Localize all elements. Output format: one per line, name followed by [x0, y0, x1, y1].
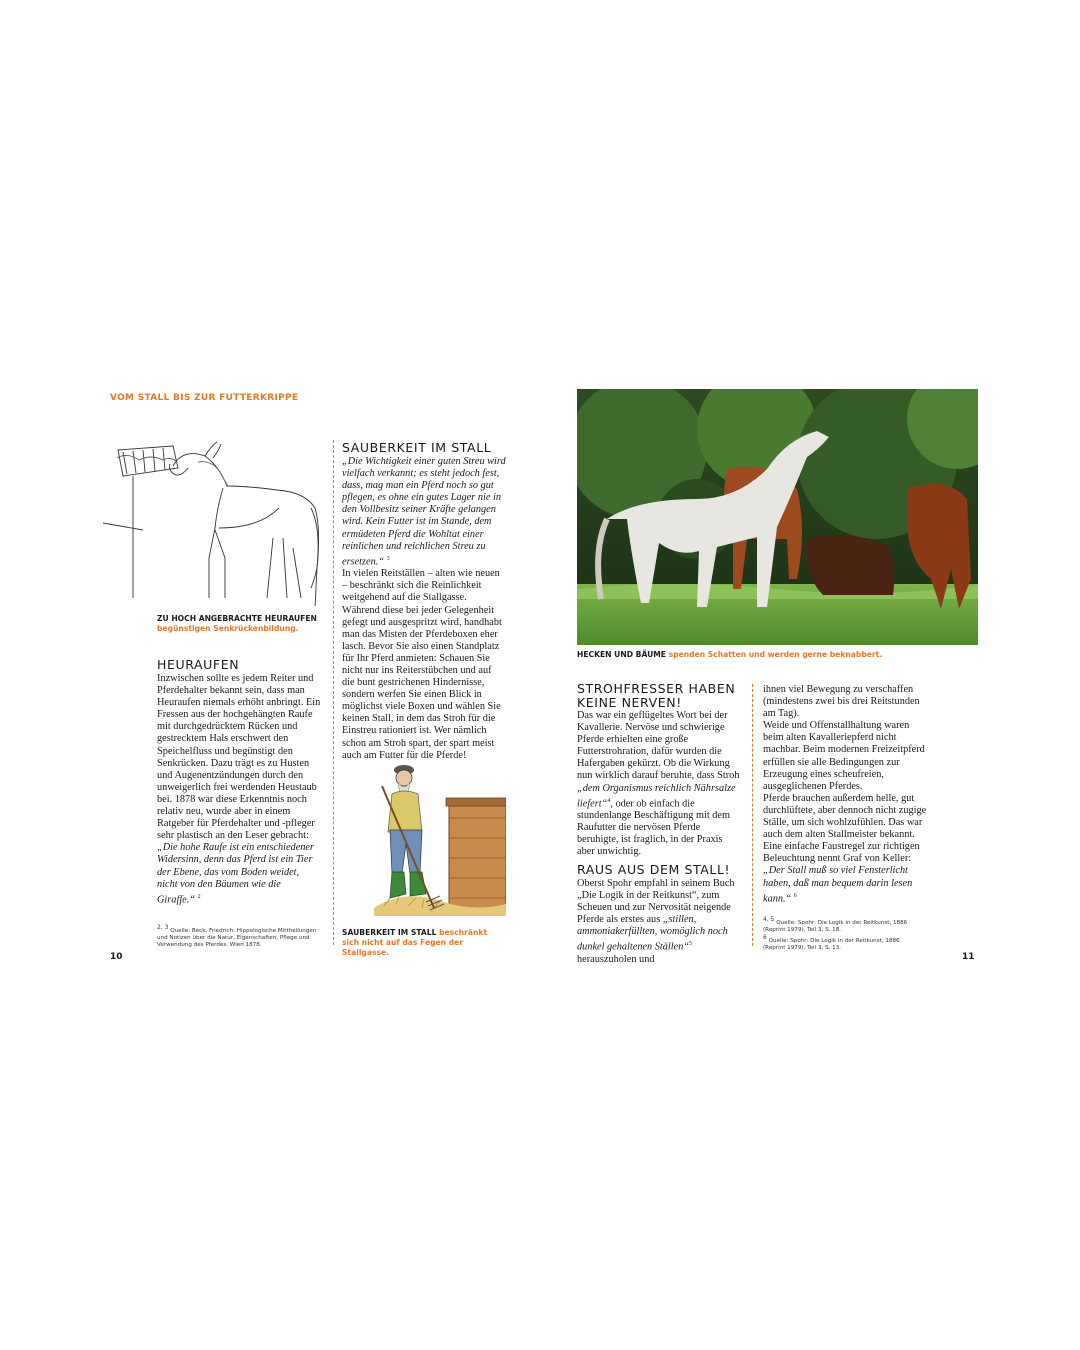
footnote-marks: 2, 3	[157, 924, 169, 931]
paragraph-sauberkeit: In vielen Reitställen – alten wie neuen – beschränkt sich die Reinlichkeit weitgehend auf die Stallgasse. Während diese bei jeder Gelegenheit gefegt und ausgespritzt wird, handhabt man das Misten der Pferdeboxen eher lasch. Bevor Sie also einen Standplatz für Ihr Pferd anmieten: Schauen Sie nicht nur ins Reiterstübchen und auf die bunt gestrichenen Hindernisse, sondern werfen Sie einen Blick in möglichst viele Boxen und wählen Sie keinen Stall, in dem das Stroh für die Einstreu rationiert ist. Wer nämlich schon am Stroh spart, der spart meist auch am Futter für die Pferde!	[342, 568, 502, 761]
quote-heuraufen: „Die hohe Raufe ist ein entschiedener Widersinn, denn das Pferd ist ein Tier der Ebene, das vom Boden weidet, nicht von den Bäumen wie die Giraffe.“	[157, 842, 314, 906]
heading-sauberkeit: SAUBERKEIT IM STALL	[342, 440, 492, 455]
paragraph-raus-b: herauszuholen und	[577, 953, 655, 965]
paragraph-strohfresser-b: , oder ob einfach die stundenlange Beschäftigung mit dem Raufutter die nervösen Pferde beruhigte, ist fraglich, in der Praxis aber unwichtig.	[577, 798, 730, 858]
footnote-text: Quelle: Spohr: Die Logik in der Reitkunst, 1886 (Reprint 1979), Teil 3, S. 18.	[763, 919, 908, 934]
paragraph-strohfresser-a: Das war ein geflügeltes Wort bei der Kavallerie. Nervöse und schwierige Pferde erhielten eine große Futterstrohration, dafür wurden die Hafergaben gekürzt. Ob die Wirkung nun wirklich darauf beruhte, dass Stroh	[577, 710, 740, 782]
footnote-ref: 6	[793, 892, 797, 899]
footnotes-right	[763, 916, 923, 953]
footnote-marks: 4, 5	[763, 916, 775, 923]
heading-raus: RAUS AUS DEM STALL!	[577, 862, 731, 877]
text-heuraufen	[157, 673, 321, 906]
caption-lead: SAUBERKEIT IM STALL	[342, 928, 437, 937]
illustration2-caption	[342, 928, 502, 958]
footnote-ref: 5	[689, 941, 693, 948]
quote-sauberkeit: „Die Wichtigkeit einer guten Streu wird vielfach verkannt; es steht jedoch fest, dass, mag man ein Pferd noch so gut pflegen, es ohne ein gutes Lager nie in den Vollbesitz seiner Kräfte gelangen wird. Kein Futter ist im Stande, dem ermüdeten Pferd die Wohltat einer reinlichen und reichlichen Streu zu ersetzen.“	[342, 456, 506, 568]
caption-rest: begünstigen Senkrückenbildung.	[157, 624, 299, 633]
text-column4	[763, 684, 927, 905]
quote-strohfresser: „dem Organismus reichlich Nährsalze liefert“	[577, 782, 736, 810]
caption-lead: ZU HOCH ANGEBRACHTE HEURAUFEN	[157, 614, 317, 623]
page-number-right: 11	[962, 952, 975, 962]
page-number-left: 10	[110, 952, 123, 962]
illustration1-caption	[157, 614, 327, 634]
quote-col4: „Der Stall muß so viel Fensterlicht haben, daß man bequem darin lesen kann.“	[763, 865, 913, 905]
heading-heuraufen: HEURAUFEN	[157, 657, 240, 672]
horse-hayrack-illustration	[103, 438, 321, 606]
paragraph-col4-a: ihnen viel Bewegung zu verschaffen (mindestens zwei bis drei Reitstunden am Tag).	[763, 684, 920, 720]
column-rule	[333, 440, 334, 945]
text-raus	[577, 878, 741, 966]
footnote-item	[763, 916, 923, 934]
paragraph-heuraufen: Inzwischen sollte es jedem Reiter und Pferdehalter bekannt sein, dass man Heuraufen niemals erhöht anbringt. Ein Fressen aus der hochgehängten Raufe mit durchgedrücktem Rücken und gestrecktem Hals erschwert den Speichelfluss und begünstigt den Senkrücken. Dazu trägt es zu Husten und Augenentzündungen durch den unweigerlich frei werdenden Heustaub bei. 1878 war diese Erkenntnis noch relativ neu, wurde aber in einem Ratgeber für Pferdehalter und -pfleger sehr plastisch an den Leser gebracht:	[157, 673, 321, 842]
footnote-left	[157, 924, 317, 949]
caption-rest: beschränkt sich nicht auf das Fegen der Stallgasse.	[342, 928, 488, 957]
heading-line2: KEINE NERVEN!	[577, 695, 682, 710]
text-sauberkeit	[342, 456, 506, 762]
paragraph-col4-c: Pferde brauchen außerdem helle, gut durchlüftete, aber dennoch nicht zugige Ställe, um sich wohlzufühlen. Das war auch dem alten Stallmeister bekannt. Eine einfache Faustregel zur richtigen Beleuchtung nennt Graf von Keller:	[763, 792, 927, 865]
heading-strohfresser	[577, 682, 735, 710]
footnote-item	[763, 934, 923, 952]
footnote-ref: 4	[607, 797, 611, 804]
horses-photo	[577, 389, 978, 645]
stablehand-illustration	[374, 758, 506, 916]
caption-lead: HECKEN UND BÄUME	[577, 650, 666, 659]
running-head: VOM STALL BIS ZUR FUTTERKRIPPE	[110, 393, 299, 403]
footnote-ref: 2	[197, 893, 201, 900]
photo-caption	[577, 650, 977, 660]
heading-line1: STROHFRESSER HABEN	[577, 681, 736, 696]
footnote-text: Quelle: Spohr: Die Logik in der Reitkunst, 1886 (Reprint 1979), Teil 3, S. 13.	[763, 938, 900, 952]
footnote-marks: 6	[763, 934, 767, 942]
footnote-ref: 3	[386, 555, 390, 562]
footnote-text: Quelle: Beck, Friedrich: Hippologische Mittheilungen und Notizen über die Natur, Eigenschaften, Pflege und Verwendung des Pferdes. Wien 1878.	[157, 927, 317, 949]
quote-raus: „stillen, ammoniakerfüllten, womöglich noch dunkel gehaltenen Ställen“	[577, 914, 728, 953]
paragraph-col4-b: Weide und Offenstallhaltung waren beim alten Kavalleriepferd nicht machbar. Beim modernen Freizeitpferd erfüllen sie alle Bedingungen zur Erzeugung eines scheufreien, ausgeglichenen Pferdes.	[763, 720, 925, 792]
column-rule	[752, 684, 753, 946]
caption-rest: spenden Schatten und werden gerne beknabbert.	[668, 650, 883, 659]
paragraph-raus-a: Oberst Spohr empfahl in seinem Buch „Die Logik in der Reitkunst“, zum Scheuen und zur Nervosität neigende Pferde als erstes aus	[577, 878, 735, 926]
text-strohfresser	[577, 710, 741, 859]
